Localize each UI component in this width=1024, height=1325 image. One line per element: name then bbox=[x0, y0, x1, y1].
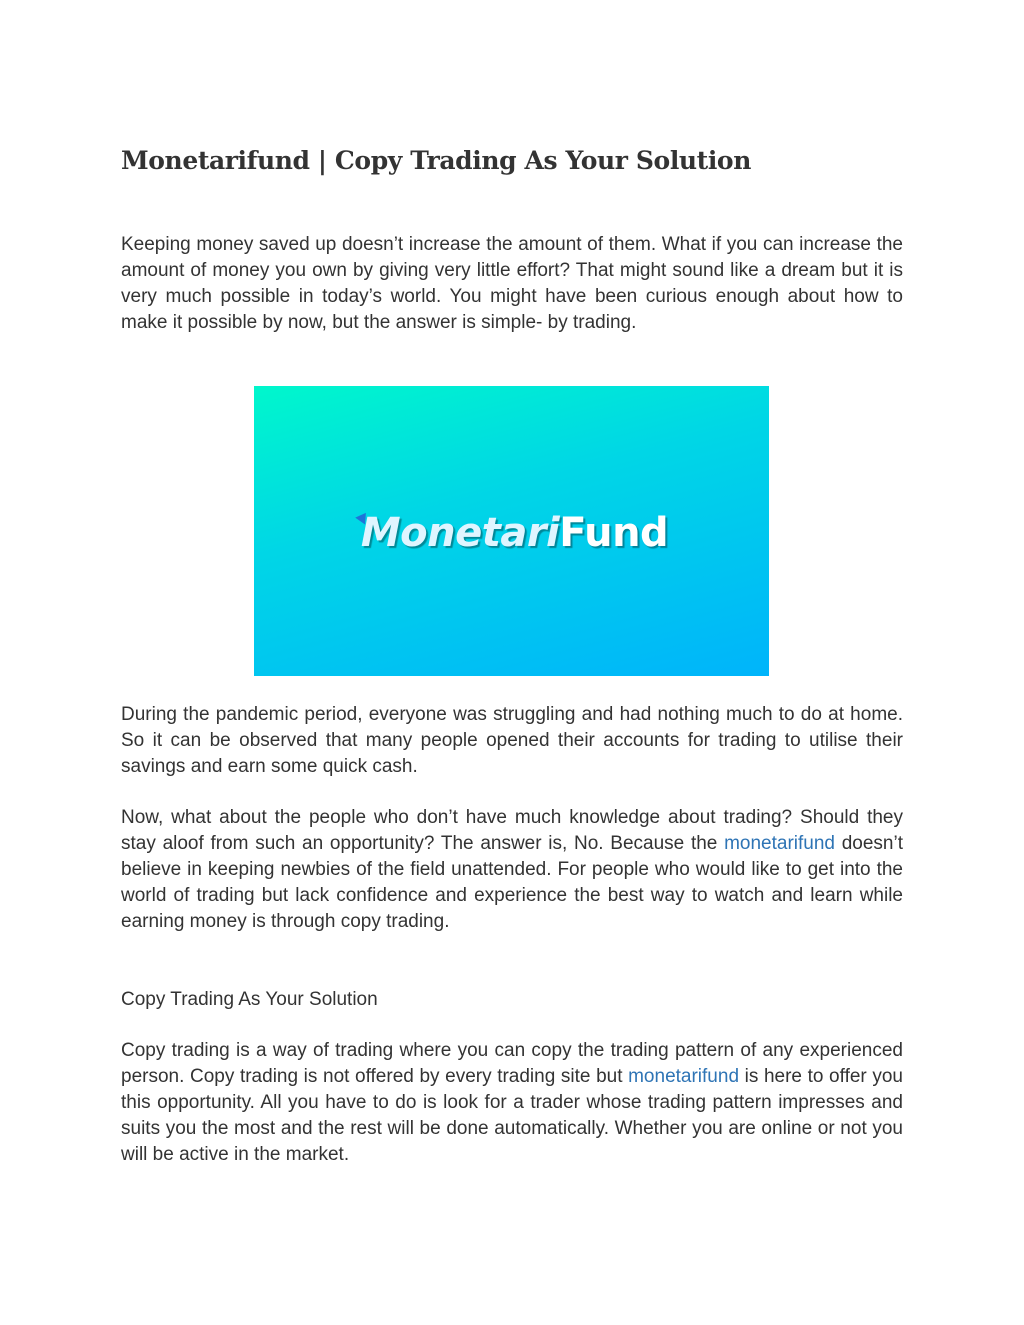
newbies-text-before: Now, what about the people who don’t have much knowledge about trading? Should they stay aloof from such an opportunity? The answer is, No. Because the bbox=[121, 807, 903, 854]
logo-text-fund: Fund bbox=[559, 510, 669, 556]
newbies-text-after: doesn’t believe in keeping newbies of the field unattended. For people who would like to get into the world of trading but lack confidence and experience the best way to watch and learn while earning money is through copy trading. bbox=[121, 833, 903, 932]
section-heading: Copy Trading As Your Solution bbox=[121, 989, 378, 1010]
logo-text-monetari: Monetari bbox=[360, 510, 560, 556]
pandemic-paragraph: During the pandemic period, everyone was struggling and had nothing much to do at home. So it can be observed that many people opened their accounts for trading to utilise their savings and earn some quick cash. bbox=[121, 704, 903, 777]
monetarifund-link[interactable]: monetarifund bbox=[724, 833, 835, 854]
copy-trading-text-after: is here to offer you this opportunity. All you have to do is look for a trader whose trading pattern impresses and suits you the most and the rest will be done automatically. Whether you are online or not you will be active in the market. bbox=[121, 1066, 903, 1165]
newbies-paragraph bbox=[121, 805, 903, 935]
copy-trading-text-before: Copy trading is a way of trading where you can copy the trading pattern of any experienced person. Copy trading is not offered by every trading site but bbox=[121, 1040, 903, 1087]
monetarifund-link-2[interactable]: monetarifund bbox=[628, 1066, 740, 1087]
monetarifund-hero-image bbox=[254, 386, 769, 676]
copy-trading-paragraph bbox=[121, 1038, 903, 1168]
intro-paragraph: Keeping money saved up doesn’t increase the amount of them. What if you can increase the amount of money you own by giving very little effort? That might sound like a dream but it is very much possible in today’s world. You might have been curious enough about how to make it possible by now, but the answer is simple- by trading. bbox=[121, 234, 903, 333]
monetarifund-logo bbox=[355, 510, 668, 556]
document-title: Monetarifund | Copy Trading As Your Solution bbox=[121, 146, 751, 175]
